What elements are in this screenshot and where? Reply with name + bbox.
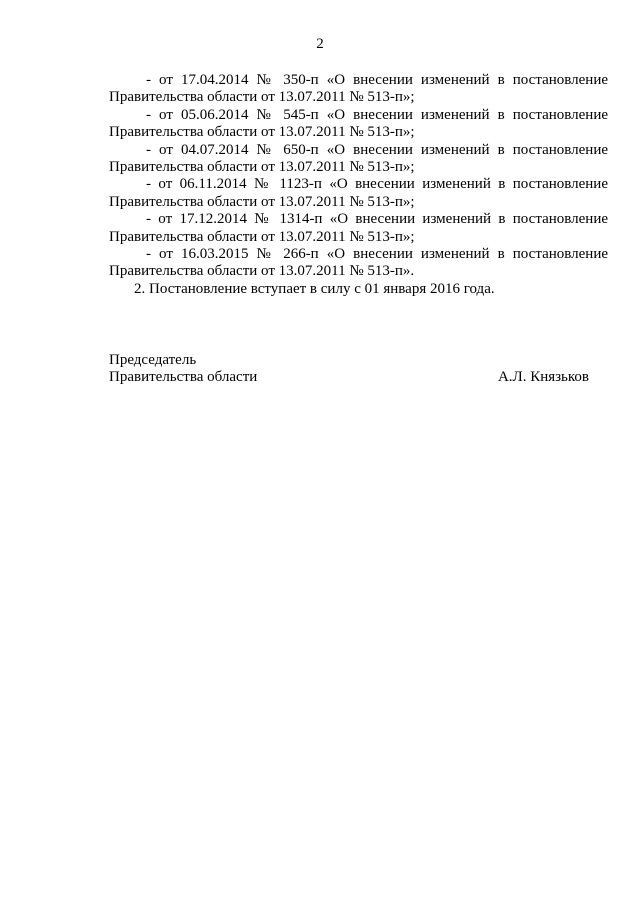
signatory-title-line-1: Председатель [109, 352, 197, 368]
amendment-line-1: - от 06.11.2014 № 1123-п «О внесении изменений в постановление [146, 176, 608, 193]
signature-block [109, 352, 589, 387]
amendment-line-2: Правительства области от 13.07.2011 № 513-п»; [109, 89, 415, 106]
signatory-title-line-2: Правительства области [109, 369, 258, 386]
amendment-line-2: Правительства области от 13.07.2011 № 513-п». [109, 263, 415, 280]
amendment-item [109, 142, 608, 177]
signature-row [109, 369, 589, 386]
amendment-line-2: Правительства области от 13.07.2011 № 513-п»; [109, 193, 415, 210]
document-body [109, 72, 608, 298]
amendment-line-1: - от 17.04.2014 № 350-п «О внесении изменений в постановление [146, 72, 608, 88]
amendment-item [109, 246, 608, 281]
page-number: 2 [316, 36, 324, 52]
amendment-line-2: Правительства области от 13.07.2011 № 513-п»; [109, 159, 415, 176]
amendment-item [109, 176, 608, 211]
amendment-line-2: Правительства области от 13.07.2011 № 513-п»; [109, 124, 415, 141]
amendment-line-2: Правительства области от 13.07.2011 № 513-п»; [109, 228, 415, 245]
amendment-line-1: - от 05.06.2014 № 545-п «О внесении изменений в постановление [146, 106, 608, 123]
amendment-item [109, 72, 608, 107]
amendment-line-1: - от 17.12.2014 № 1314-п «О внесении изменений в постановление [146, 211, 608, 228]
amendment-item [109, 107, 608, 142]
amendment-line-1: - от 04.07.2014 № 650-п «О внесении изменений в постановление [146, 141, 608, 158]
amendment-line-1: - от 16.03.2015 № 266-п «О внесении изменений в постановление [146, 246, 608, 263]
paragraph-effective-date: 2. Постановление вступает в силу с 01 января 2016 года. [134, 280, 495, 297]
amendment-item [109, 211, 608, 246]
signatory-name: А.Л. Князьков [497, 369, 589, 386]
